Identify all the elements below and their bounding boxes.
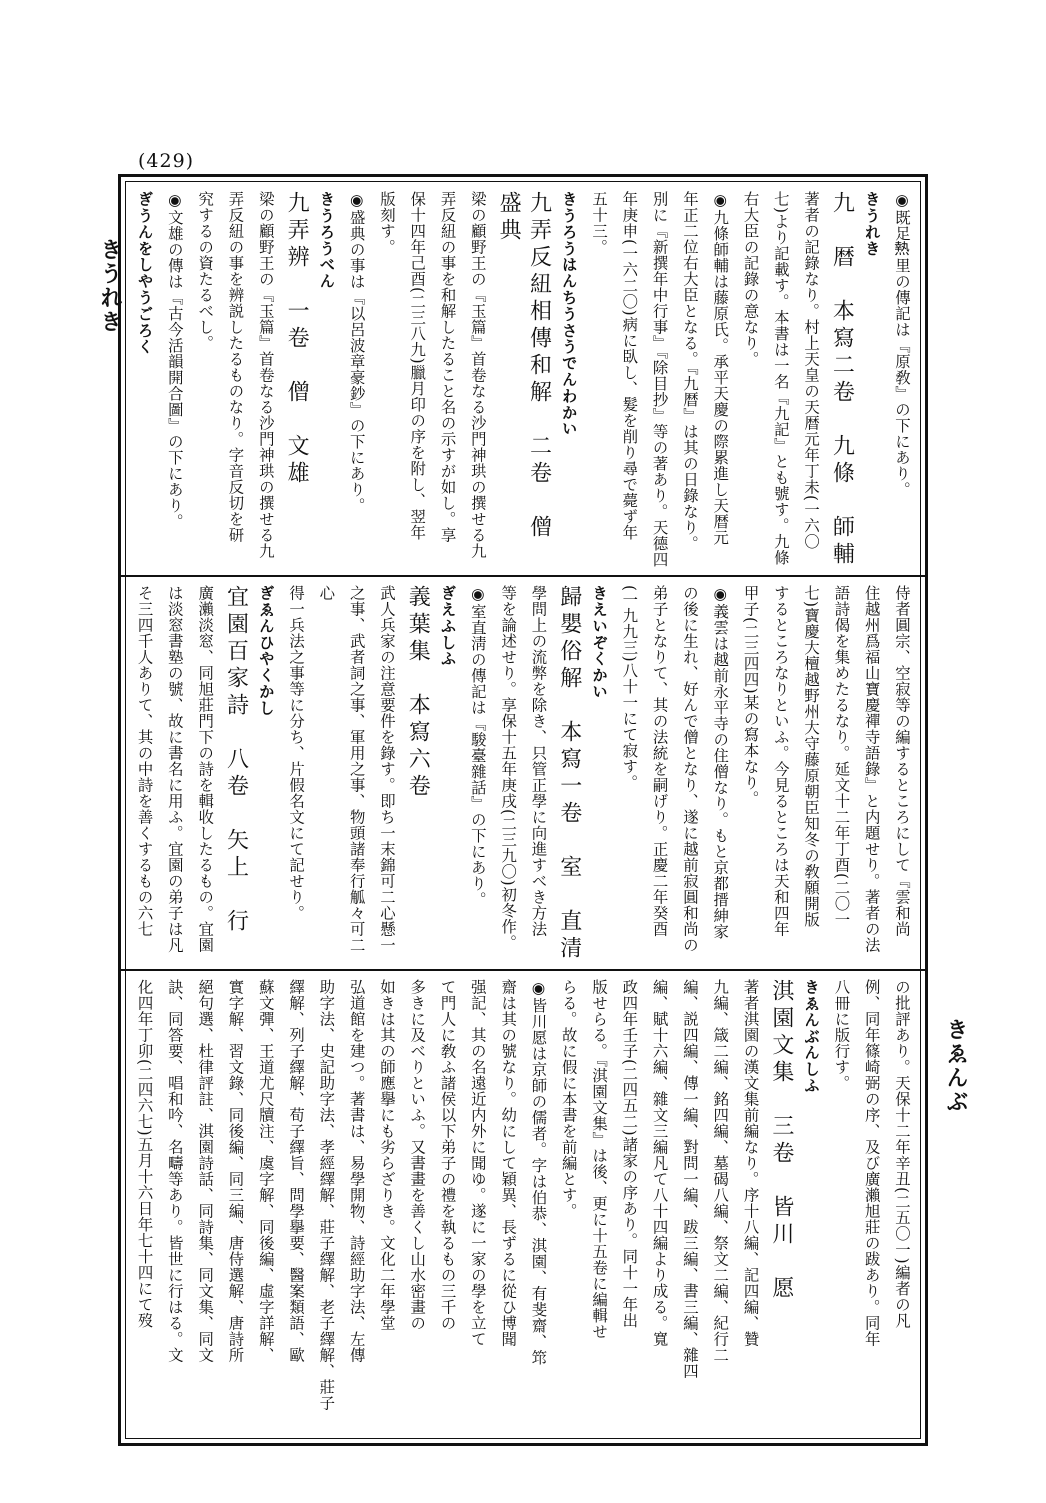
text-line: 繹解、列子繹解、荀子繹旨、問學擧要、醫案類語、歐 [287,979,306,1363]
text-line: 齋は其の號なり。幼にして穎異、長ずるに從ひ博聞 [499,979,518,1347]
page-number: (429) [138,150,195,172]
text-line: ◉皆川愿は京師の儒者。字は伯恭、淇園、有斐齋、筇 [529,979,548,1366]
text-line: 多きに及べりといふ。又書畫を善くし山水密畫の [408,979,427,1331]
text-line: 弟子となりて、其の法統を嗣げり。正慶二年癸酉 [650,585,669,937]
text-line: (一九九三)八十一にて寂す。 [620,585,639,791]
text-line: ◉九條師輔は藤原氏。承平天慶の際累進し天暦元 [711,191,730,546]
text-line: 絕句選、杜律評註、淇園詩話、同詩集、同文集、同文 [196,979,215,1363]
text-line: 梁の顧野王の『玉篇』首卷なる沙門神珙の撰せる九 [256,191,275,559]
text-line: らる。故に假に本書を前編とす。 [559,979,578,1219]
text-line: ◉文雄の傳は『古今活韻開合圖』の下にあり。 [165,191,184,530]
side-label-bottom: きゑんぶ [943,1018,968,1114]
band-bottom-text [129,979,917,1433]
text-line: 弘道館を建つ。著書は、易學開物、詩經助字法、左傳 [347,979,366,1363]
text-line: 著者の記錄なり。村上天皇の天暦元年丁未(一六〇 [802,191,821,550]
text-line: 等を論述せり。享保十五年庚戌(二三九〇)初冬作。 [499,585,518,951]
band-middle-text [129,585,917,963]
text-line: 侍者圓宗、空寂等の編するところにして『雲和尚 [893,585,911,937]
band-divider-1 [121,575,925,577]
text-line: 武人兵家の注意要件を錄す。即ち一末錦可二心懸一 [377,585,396,953]
text-line: 弄反紐の事を和解したること名の示すが如し。享 [438,191,457,543]
band-top-text [129,191,917,569]
text-line: 政四年壬子(二四五二)諸家の序あり。同十一年出 [620,979,639,1329]
text-line: 訣、同答要、唱和吟、名疇等あり。皆世に行はる。文 [165,979,184,1363]
entry-title: 義葉集 本寫六卷 [405,585,431,801]
entry-title: 淇園文集 三卷 皆川 愿 [768,979,794,1303]
entry-title: 九弄反紐相傳和解 二卷 僧 盛典 [496,191,552,569]
text-line: 編、賦十六編、雜文三編凡て八十四編より成る。寬 [650,979,669,1347]
text-line: 年庚申(一六二〇)病に臥し、髮を削り尋で薨ず年 [620,191,639,541]
text-line: 著者淇園の漢文集前編なり。序十八編、記四編、贊 [741,979,760,1347]
entry-reading: きうろうべん [317,191,336,290]
entry-title: 宜園百家詩 八卷 矢上 行 [223,585,249,936]
entry-reading: きうろうはんちうさうでんわかい [559,191,578,437]
text-line: の後に生れ、好んで僧となり、遂に越前寂圓和尚の [680,585,699,953]
entry-reading: きゑんぶんしふ [802,979,821,1094]
band-top [129,191,917,569]
text-line: 例、同年篠崎弼の序、及び廣瀨旭莊の跋あり。同年 [862,979,881,1347]
text-line: 梁の顧野王の『玉篇』首卷なる沙門神珙の撰せる九 [468,191,487,559]
entry-title: 九弄辨 一卷 僧 文雄 [284,191,310,488]
text-line: 八冊に版行す。 [832,979,851,1091]
text-line: 語詩偈を集めたるなり。延文十二年丁酉(二〇一 [832,585,851,928]
text-line: 編、説四編、傳一編、對問一編、跋三編、書三編、雜四 [680,979,699,1379]
text-line: は淡窓書塾の號、故に書名に用ふ。宜園の弟子は凡 [165,585,184,953]
text-line: の批評あり。天保十二年辛丑(二五〇一)編者の凡 [893,979,911,1329]
text-line: 七)寶慶大檀越野州大守藤原朝臣知冬の敎願開版 [802,585,821,928]
text-line: 甲子(二三四四)某の寫本なり。 [741,585,760,807]
text-line: 化四年丁卯(二四六七)五月十六日年七十四にて歿 [135,979,154,1329]
text-line: 保十四年己酉(二三八九)臘月印の序を附し、翌年 [408,191,427,541]
text-line: 七)より記載す。本書は一名『九記』とも號す。九條 [771,191,790,566]
text-line: 年正二位右大臣となる。『九暦』は其の日錄なり。 [680,191,699,552]
entry-reading: きうれき [862,191,881,257]
text-line: するところなりといふ。今見るところは天和四年 [771,585,790,937]
text-line: 別に『新撰年中行事』『除目抄』等の著あり。天德四 [650,191,669,568]
text-line: ◉既足𤍠里の傳記は『原敎』の下にあり。 [893,191,911,498]
band-bottom [129,979,917,1433]
text-line: 住越州爲福山寶慶禪寺語錄』と内題せり。著者の法 [862,585,881,953]
text-line: 助字法、史記助字法、孝經繹解、莊子繹解、老子繹解、莊子 [317,979,336,1411]
text-line: ◉室直淸の傳記は『駿臺雜話』の下にあり。 [468,585,487,908]
text-line: 如きは其の師應擧にも劣らざりき。文化二年學堂 [377,979,396,1331]
text-line: て門人に敎ふ諸侯以下弟子の禮を執るもの三千の [438,979,457,1331]
band-middle [129,585,917,963]
entry-title: 九 暦 本寫二卷 九條 師輔 [829,191,855,569]
text-line: 强記、其の名遠近内外に聞ゆ。遂に一家の學を立て [468,979,487,1347]
text-line: ◉義雲は越前永平寺の住僧なり。もと京都搢紳家 [711,585,730,940]
side-label-top: きうれき [97,238,122,334]
entry-reading: ぎゑんひやくかし [256,585,275,717]
text-line: 弄反紐の事を辨説したるものなり。字音反切を研 [226,191,245,543]
entry-title: 歸嬰俗解 本寫一卷 室 直清 [556,585,582,963]
entry-reading: ぎえふしふ [438,585,457,667]
text-line: そ三四千人ありて、其の中詩を善くするもの六七 [135,585,154,937]
text-line: 版せらる。『淇園文集』は後、更に十五卷に編輯せ [590,979,609,1340]
text-line: 版刻す。 [377,191,396,255]
page-frame [118,174,928,1446]
text-line: 得一兵法之事等に分ち、片假名文にて記せり。 [287,585,306,921]
text-line: 九編、箴二編、銘四編、墓碣八編、祭文二編、紀行二 [711,979,730,1363]
text-line: 右大臣の記錄の意なり。 [741,191,760,367]
band-divider-2 [121,969,925,971]
text-line: 蘇文彈、王道尤尺牘注、虞字解、同後編、虛字詳解、 [256,979,275,1363]
text-line: 廣瀨淡窓、同旭莊門下の詩を輯收したるもの。宜園 [196,585,215,953]
text-line: 實字解、習文錄、同後編、同三編、唐侍選解、唐詩所 [226,979,245,1363]
entry-reading: きえいぞくかい [590,585,609,700]
text-line: 五十三。 [590,191,609,255]
text-line: ◉盛典の事は『以呂波章豪鈔』の下にあり。 [347,191,366,514]
text-line: 之事、武者詞之事、軍用之事、物頭諸奉行觚々可二心 [317,585,366,953]
text-line: 究するの資たるべし。 [196,191,215,351]
entry-reading: ぎうんをしやうごろく [135,191,154,355]
text-line: 學問上の流弊を除き、只管正學に向進すべき方法 [529,585,548,937]
